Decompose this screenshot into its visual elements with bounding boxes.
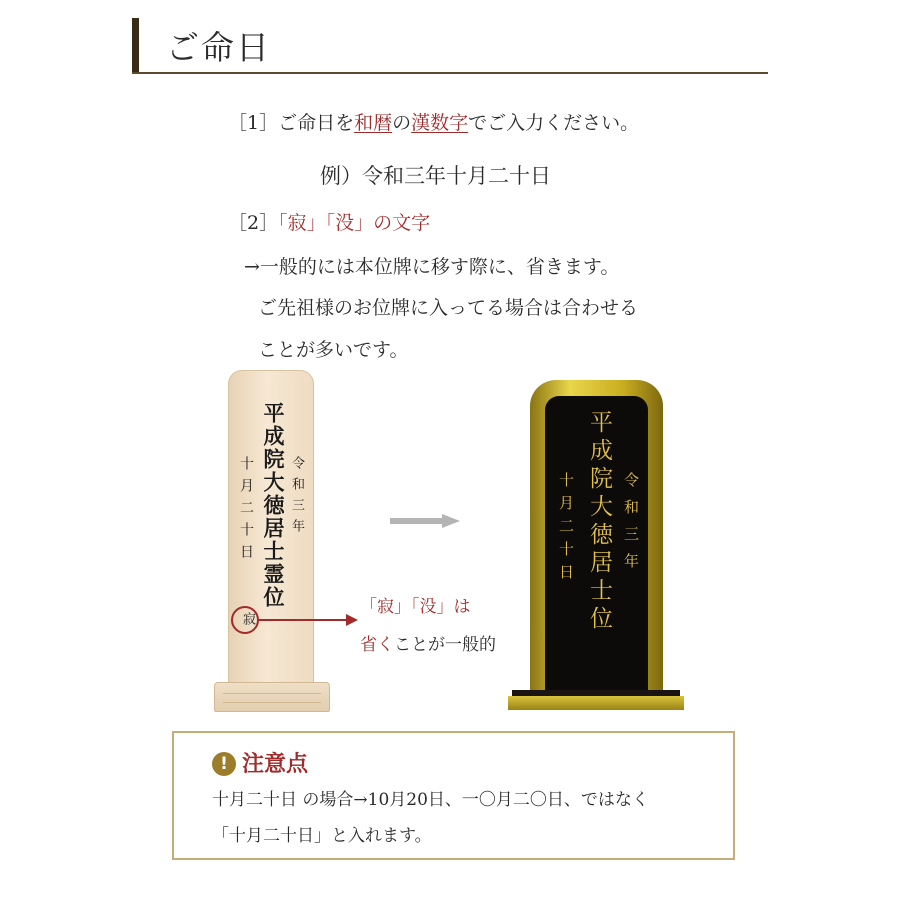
lacquer-plaque-base	[508, 696, 684, 710]
item1-suffix: でご入力ください。	[468, 112, 640, 134]
caution-line-1: 十月二十日 の場合→10月20日、一〇月二〇日、ではなく	[212, 790, 649, 810]
wood-main-name: 平成院大徳居士霊位	[261, 402, 286, 609]
wood-plaque-base	[214, 682, 330, 712]
red-arrow-icon	[258, 610, 358, 630]
caution-title-row	[212, 747, 308, 778]
item2-line-2: ご先祖様のお位牌に入ってる場合は合わせる	[258, 297, 639, 319]
annotation-omit: 省く	[360, 635, 394, 655]
wood-jaku-char: 寂	[240, 612, 255, 625]
wood-month-day: 十月二十日	[238, 456, 254, 566]
plaque-comparison	[0, 370, 900, 715]
exclamation-icon: !	[212, 752, 236, 776]
annotation-line-1: 「寂」「没」は	[360, 597, 471, 617]
arrow-right-icon	[390, 514, 460, 528]
wood-era-year: 令和三年	[289, 456, 304, 540]
example-date: 例）令和三年十月二十日	[320, 164, 551, 188]
item2-line-3: ことが多いです。	[258, 339, 409, 361]
annotation-rest: ことが一般的	[394, 635, 496, 655]
page-title: ご命日	[166, 28, 271, 67]
section-header	[132, 18, 768, 74]
item1-no: の	[392, 112, 412, 134]
caution-box	[172, 731, 735, 860]
jaku-highlight-circle	[231, 606, 259, 634]
item2-red-text: 「寂」「没」の文字	[278, 212, 431, 234]
kansuji-term: 漢数字	[411, 112, 469, 134]
header-accent-bar	[132, 18, 139, 74]
caution-line-2: 「十月二十日」と入れます。	[212, 826, 432, 846]
item2-prefix: ［2］	[228, 212, 279, 234]
instruction-item-2	[228, 208, 430, 235]
lacquer-main-name: 平成院大徳居士位	[586, 410, 612, 634]
caution-title: 注意点	[242, 751, 309, 777]
item1-prefix: ［1］ご命日を	[228, 112, 355, 134]
lacquer-month-day: 十月二十日	[557, 472, 575, 587]
annotation-line-2	[360, 630, 496, 655]
wareki-term: 和暦	[354, 112, 393, 134]
lacquer-era-year: 令和三年	[622, 472, 640, 580]
instruction-item-1	[228, 108, 639, 135]
item2-line-1: →一般的には本位牌に移す際に、省きます。	[244, 256, 620, 278]
header-divider	[132, 72, 768, 74]
